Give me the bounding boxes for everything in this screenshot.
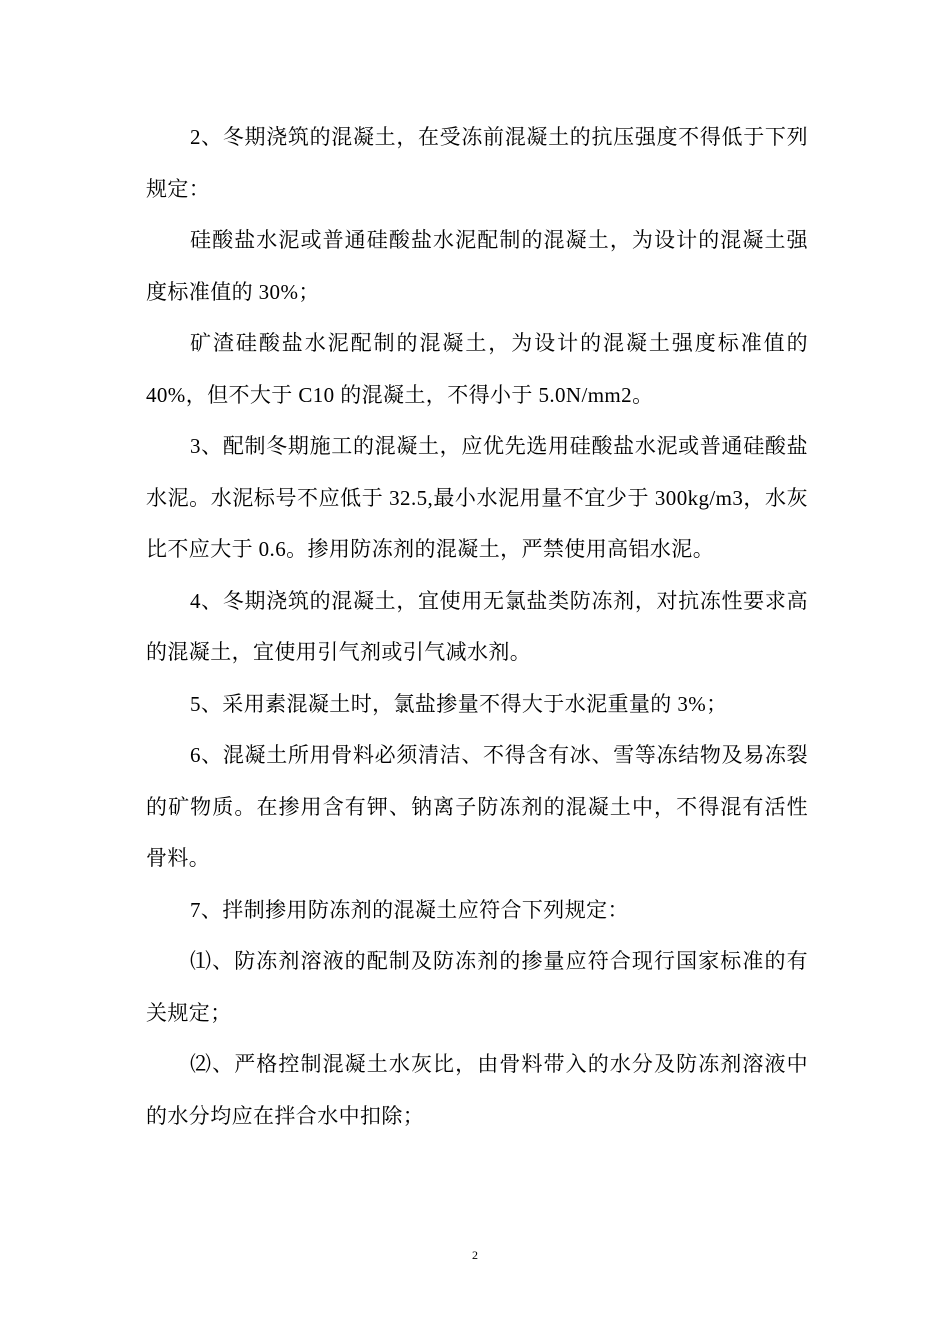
paragraph-item-3: 3、配制冬期施工的混凝土，应优先选用硅酸盐水泥或普通硅酸盐水泥。水泥标号不应低于 32.5,最小水泥用量不宜少于 300kg/m3，水灰比不应大于 0.6。掺用防冻剂的混凝土，严禁使用高铝水泥。 (146, 434, 808, 561)
paragraph-item-2: 2、冬期浇筑的混凝土，在受冻前混凝土的抗压强度不得低于下列规定： (146, 125, 808, 201)
paragraph-slag-cement: 矿渣硅酸盐水泥配制的混凝土，为设计的混凝土强度标准值的 40%，但不大于 C10 的混凝土，不得小于 5.0N/mm2。 (146, 331, 808, 407)
paragraph-item-6: 6、混凝土所用骨料必须清洁、不得含有冰、雪等冻结物及易冻裂的矿物质。在掺用含有钾、钠离子防冻剂的混凝土中，不得混有活性骨料。 (146, 743, 808, 870)
paragraph-portland-cement: 硅酸盐水泥或普通硅酸盐水泥配制的混凝土，为设计的混凝土强度标准值的 30%； (146, 228, 808, 304)
paragraph-sub-item-2: ⑵、严格控制混凝土水灰比，由骨料带入的水分及防冻剂溶液中的水分均应在拌合水中扣除； (146, 1052, 808, 1128)
page-number: 2 (472, 1248, 478, 1262)
paragraph-item-4: 4、冬期浇筑的混凝土，宜使用无氯盐类防冻剂，对抗冻性要求高的混凝土，宜使用引气剂或引气减水剂。 (146, 588, 808, 664)
paragraph-item-7: 7、拌制掺用防冻剂的混凝土应符合下列规定： (190, 897, 629, 922)
paragraph-sub-item-1: ⑴、防冻剂溶液的配制及防冻剂的掺量应符合现行国家标准的有关规定； (146, 949, 808, 1025)
body-text (146, 112, 808, 1142)
paragraph-item-5: 5、采用素混凝土时，氯盐掺量不得大于水泥重量的 3%； (190, 691, 728, 716)
